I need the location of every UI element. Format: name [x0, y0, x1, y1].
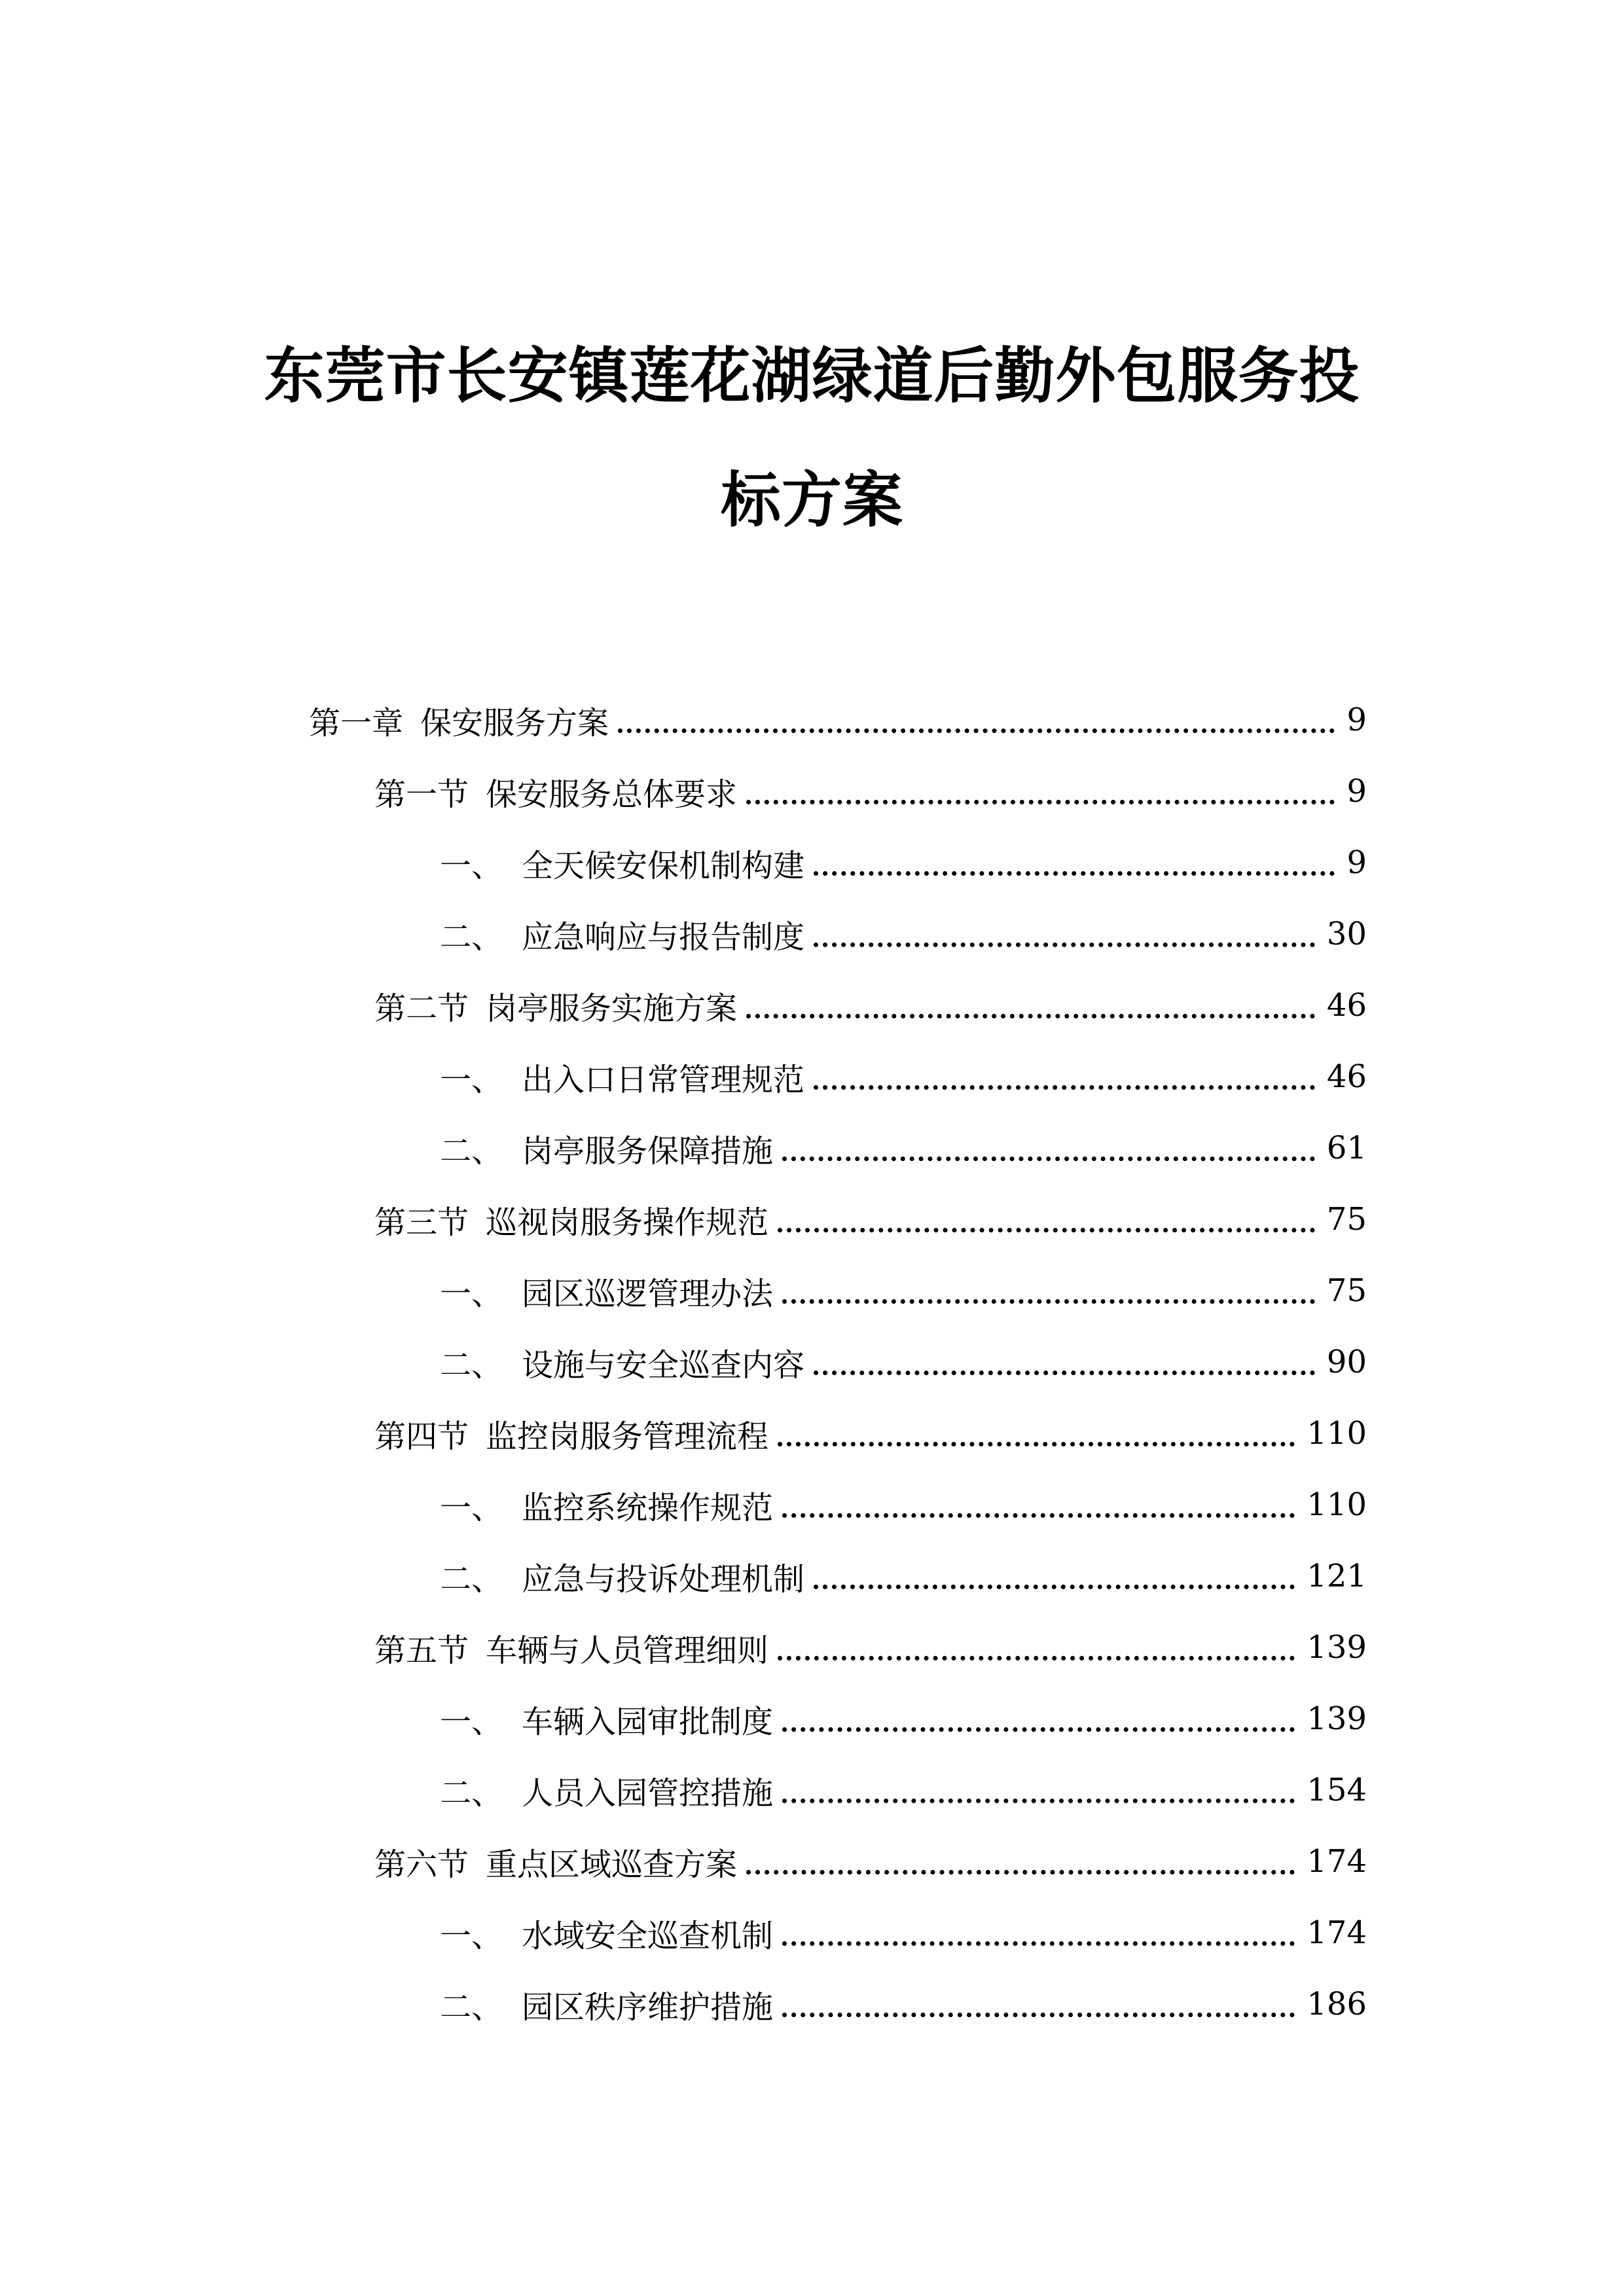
- toc-dot-leader: [782, 1767, 1295, 1803]
- toc-entry-title: 全天候安保机制构建: [522, 847, 805, 884]
- toc-entry[interactable]: [309, 684, 1367, 756]
- toc-page-number: 46: [1326, 987, 1367, 1024]
- toc-entry[interactable]: [440, 1469, 1367, 1541]
- toc-dot-leader: [746, 982, 1315, 1018]
- toc-entry[interactable]: [374, 755, 1367, 827]
- toc-dot-leader: [814, 1553, 1295, 1589]
- toc-entry[interactable]: [440, 827, 1367, 899]
- toc-entry[interactable]: [440, 1540, 1367, 1612]
- toc-entry-number: 二、: [440, 1132, 503, 1170]
- toc-entry-title: 巡视岗服务操作规范: [486, 1204, 769, 1241]
- toc-entry[interactable]: [440, 898, 1367, 970]
- toc-page-number: 75: [1326, 1272, 1367, 1309]
- toc-entry-title: 园区巡逻管理办法: [522, 1275, 774, 1312]
- toc-entry[interactable]: [440, 1112, 1367, 1184]
- toc-entry-title: 岗亭服务保障措施: [522, 1132, 774, 1170]
- toc-entry-number: 一、: [440, 847, 503, 884]
- toc-dot-leader: [814, 1339, 1315, 1375]
- toc-entry[interactable]: [440, 1041, 1367, 1113]
- toc-page-number: 75: [1326, 1201, 1367, 1238]
- toc-entry-number: 第三节: [374, 1204, 469, 1241]
- toc-entry[interactable]: [440, 1754, 1367, 1826]
- document-title: [0, 314, 1624, 563]
- toc-entry[interactable]: [374, 969, 1367, 1041]
- toc-dot-leader: [782, 1125, 1315, 1161]
- toc-entry-title: 监控系统操作规范: [522, 1489, 774, 1526]
- toc-entry-number: 第六节: [374, 1846, 469, 1883]
- toc-dot-leader: [778, 1410, 1295, 1446]
- toc-entry[interactable]: [440, 1326, 1367, 1398]
- toc-entry[interactable]: [440, 1255, 1367, 1327]
- toc-entry-number: 第一章: [309, 704, 404, 742]
- toc-page-number: 46: [1326, 1058, 1367, 1095]
- toc-entry[interactable]: [374, 1397, 1367, 1469]
- toc-entry-title: 应急响应与报告制度: [522, 918, 805, 956]
- toc-page-number: 9: [1346, 702, 1367, 738]
- toc-page-number: 139: [1307, 1629, 1367, 1666]
- toc-entry-number: 一、: [440, 1703, 503, 1740]
- toc-dot-leader: [778, 1624, 1295, 1660]
- toc-dot-leader: [782, 1910, 1295, 1946]
- toc-page-number: 61: [1326, 1130, 1367, 1166]
- toc-entry-title: 监控岗服务管理流程: [486, 1418, 769, 1455]
- toc-entry[interactable]: [374, 1611, 1367, 1683]
- toc-page-number: 174: [1307, 1914, 1367, 1951]
- toc-page-number: 121: [1307, 1558, 1367, 1594]
- toc-page-number: 9: [1346, 773, 1367, 810]
- title-line-1: 东莞市长安镇莲花湖绿道后勤外包服务投: [264, 341, 1360, 411]
- toc-page-number: 139: [1307, 1700, 1367, 1737]
- toc-dot-leader: [746, 768, 1335, 804]
- toc-entry-number: 二、: [440, 1774, 503, 1812]
- toc-entry-title: 园区秩序维护措施: [522, 1988, 774, 2026]
- toc-entry-number: 一、: [440, 1489, 503, 1526]
- toc-entry-number: 一、: [440, 1917, 503, 1954]
- toc-page-number: 110: [1307, 1415, 1367, 1452]
- toc-entry-number: 一、: [440, 1275, 503, 1312]
- toc-dot-leader: [618, 697, 1335, 733]
- toc-entry-title: 应急与投诉处理机制: [522, 1560, 805, 1598]
- toc-entry-number: 第五节: [374, 1632, 469, 1669]
- toc-entry-title: 出入口日常管理规范: [522, 1061, 805, 1098]
- toc-entry-number: 第二节: [374, 990, 469, 1027]
- toc-entry-title: 车辆入园审批制度: [522, 1703, 774, 1740]
- toc-page-number: 174: [1307, 1843, 1367, 1880]
- toc-page-number: 9: [1346, 844, 1367, 881]
- toc-entry-title: 保安服务总体要求: [486, 776, 738, 813]
- toc-dot-leader: [814, 1054, 1315, 1090]
- toc-entry[interactable]: [440, 1683, 1367, 1755]
- toc-entry-title: 岗亭服务实施方案: [486, 990, 738, 1027]
- toc-entry-number: 二、: [440, 1346, 503, 1384]
- toc-entry[interactable]: [440, 1897, 1367, 1969]
- toc-entry-title: 重点区域巡查方案: [486, 1846, 738, 1883]
- toc-entry-number: 二、: [440, 1560, 503, 1598]
- toc-dot-leader: [782, 1696, 1295, 1732]
- toc-page-number: 90: [1326, 1344, 1367, 1380]
- toc-entry[interactable]: [374, 1183, 1367, 1255]
- toc-entry-number: 第一节: [374, 776, 469, 813]
- toc-entry-title: 保安服务方案: [420, 704, 609, 742]
- toc-entry-number: 第四节: [374, 1418, 469, 1455]
- toc-dot-leader: [782, 1981, 1295, 2017]
- toc-entry[interactable]: [374, 1825, 1367, 1897]
- toc-dot-leader: [778, 1196, 1315, 1232]
- toc-entry-number: 一、: [440, 1061, 503, 1098]
- toc-page-number: 30: [1326, 916, 1367, 952]
- toc-page-number: 154: [1307, 1772, 1367, 1808]
- toc-dot-leader: [782, 1482, 1295, 1518]
- toc-dot-leader: [814, 840, 1335, 876]
- toc-entry-title: 水域安全巡查机制: [522, 1917, 774, 1954]
- toc-page-number: 186: [1307, 1986, 1367, 2022]
- toc-entry-title: 车辆与人员管理细则: [486, 1632, 769, 1669]
- toc-dot-leader: [814, 911, 1315, 947]
- toc-entry-number: 二、: [440, 1988, 503, 2026]
- toc-entry-title: 设施与安全巡查内容: [522, 1346, 805, 1384]
- toc-page-number: 110: [1307, 1486, 1367, 1523]
- toc-dot-leader: [782, 1268, 1315, 1304]
- toc-entry-title: 人员入园管控措施: [522, 1774, 774, 1812]
- toc-entry-number: 二、: [440, 918, 503, 956]
- title-line-2: 标方案: [720, 465, 903, 535]
- toc-dot-leader: [746, 1839, 1295, 1874]
- toc-entry[interactable]: [440, 1968, 1367, 2040]
